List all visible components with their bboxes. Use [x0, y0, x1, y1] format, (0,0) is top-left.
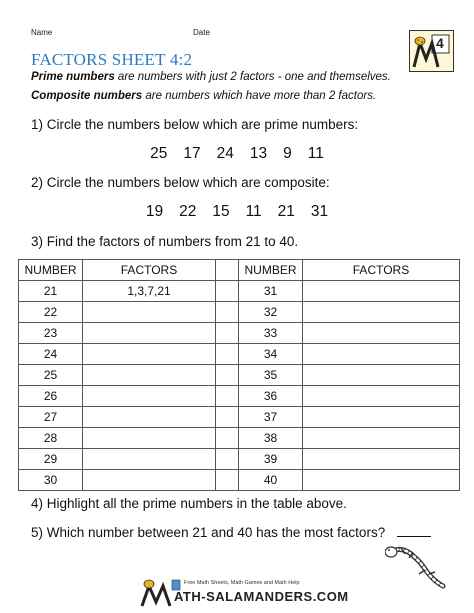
table-row: [19, 344, 460, 365]
number-cell: 26: [19, 386, 83, 407]
question-5-text: 5) Which number between 21 and 40 has the most factors?: [31, 525, 386, 540]
table-gap: [216, 260, 239, 281]
composite-term: Composite numbers: [31, 90, 143, 102]
q2-number[interactable]: 31: [310, 203, 329, 220]
factors-cell[interactable]: [83, 449, 216, 470]
factors-cell[interactable]: [83, 407, 216, 428]
number-cell: 21: [19, 281, 83, 302]
table-row: [19, 281, 460, 302]
column-header-number: NUMBER: [19, 260, 83, 281]
question-3: 3) Find the factors of numbers from 21 to 40.: [31, 234, 299, 249]
salamander-icon: [410, 31, 453, 71]
page-title: FACTORS SHEET 4:2: [31, 50, 193, 69]
table-row: [19, 407, 460, 428]
q1-number[interactable]: 11: [307, 145, 324, 162]
q2-number[interactable]: 11: [245, 203, 262, 220]
badge-number: 4: [436, 35, 444, 51]
table-gap: [216, 449, 239, 470]
column-header-factors: FACTORS: [83, 260, 216, 281]
prime-term: Prime numbers: [31, 71, 115, 83]
number-cell: 28: [19, 428, 83, 449]
number-cell: 25: [19, 365, 83, 386]
number-cell: 31: [239, 281, 303, 302]
table-row: [19, 470, 460, 491]
number-cell: 37: [239, 407, 303, 428]
factors-cell[interactable]: [83, 386, 216, 407]
number-cell: 24: [19, 344, 83, 365]
factors-cell[interactable]: [303, 302, 460, 323]
factors-cell[interactable]: [303, 281, 460, 302]
factors-cell[interactable]: [303, 344, 460, 365]
q1-number[interactable]: 24: [216, 145, 234, 162]
composite-text: are numbers which have more than 2 factors.: [142, 90, 377, 102]
number-cell: 29: [19, 449, 83, 470]
factors-cell[interactable]: [303, 428, 460, 449]
factors-cell[interactable]: [83, 302, 216, 323]
number-cell: 40: [239, 470, 303, 491]
salamander-illustration: [385, 542, 447, 592]
footer-tagline: Free Math Sheets, Math Games and Math Help: [184, 580, 300, 586]
table-row: [19, 365, 460, 386]
prime-text: are numbers with just 2 factors - one and themselves.: [114, 71, 391, 83]
table-gap: [216, 407, 239, 428]
table-gap: [216, 428, 239, 449]
number-cell: 39: [239, 449, 303, 470]
table-header-row: [19, 260, 460, 281]
table-row: [19, 302, 460, 323]
q2-number[interactable]: 21: [277, 203, 295, 220]
factors-cell[interactable]: [303, 470, 460, 491]
number-cell: 38: [239, 428, 303, 449]
table-gap: [216, 323, 239, 344]
number-cell: 23: [19, 323, 83, 344]
factors-cell[interactable]: [303, 365, 460, 386]
number-cell: 22: [19, 302, 83, 323]
q2-number-row: [110, 203, 364, 221]
table-row: [19, 323, 460, 344]
table-gap: [216, 344, 239, 365]
table-row: [19, 386, 460, 407]
q1-number[interactable]: 9: [283, 145, 292, 162]
q1-number[interactable]: 17: [183, 145, 201, 162]
table-gap: [216, 386, 239, 407]
factors-cell[interactable]: [303, 407, 460, 428]
question-1: 1) Circle the numbers below which are prime numbers:: [31, 117, 359, 132]
q2-number[interactable]: 19: [145, 203, 164, 220]
number-cell: 36: [239, 386, 303, 407]
q2-number[interactable]: 15: [212, 203, 230, 220]
table-gap: [216, 470, 239, 491]
factors-cell[interactable]: [83, 344, 216, 365]
question-2: 2) Circle the numbers below which are composite:: [31, 175, 330, 190]
factors-cell[interactable]: [83, 365, 216, 386]
footer-brand[interactable]: ATH-SALAMANDERS.COM: [174, 589, 349, 604]
salamander-badge-logo: [409, 30, 454, 72]
factors-cell[interactable]: [303, 449, 460, 470]
column-header-number: NUMBER: [239, 260, 303, 281]
factors-cell[interactable]: [83, 428, 216, 449]
question-4: 4) Highlight all the prime numbers in the table above.: [31, 496, 347, 511]
q1-number[interactable]: 25: [150, 145, 168, 162]
answer-blank[interactable]: [397, 524, 431, 537]
table-row: [19, 449, 460, 470]
table-gap: [216, 302, 239, 323]
number-cell: 35: [239, 365, 303, 386]
factors-cell[interactable]: [303, 323, 460, 344]
table-gap: [216, 365, 239, 386]
table-gap: [216, 281, 239, 302]
number-cell: 32: [239, 302, 303, 323]
factors-cell[interactable]: [83, 470, 216, 491]
prime-definition: [31, 71, 391, 83]
question-5: [31, 524, 431, 540]
factors-cell[interactable]: [83, 323, 216, 344]
q1-number[interactable]: 13: [249, 145, 268, 162]
footer-branding: [140, 578, 349, 608]
date-label: Date: [193, 28, 210, 37]
number-cell: 33: [239, 323, 303, 344]
number-cell: 34: [239, 344, 303, 365]
table-row: [19, 428, 460, 449]
factors-cell[interactable]: [303, 386, 460, 407]
factors-table: [18, 259, 460, 491]
factors-cell[interactable]: 1,3,7,21: [83, 281, 216, 302]
number-cell: 27: [19, 407, 83, 428]
number-cell: 30: [19, 470, 83, 491]
composite-definition: [31, 90, 376, 102]
column-header-factors: FACTORS: [303, 260, 460, 281]
q2-number[interactable]: 22: [179, 203, 197, 220]
q1-number-row: [110, 145, 364, 163]
name-label: Name: [31, 28, 53, 37]
salamander-icon: [385, 542, 447, 592]
